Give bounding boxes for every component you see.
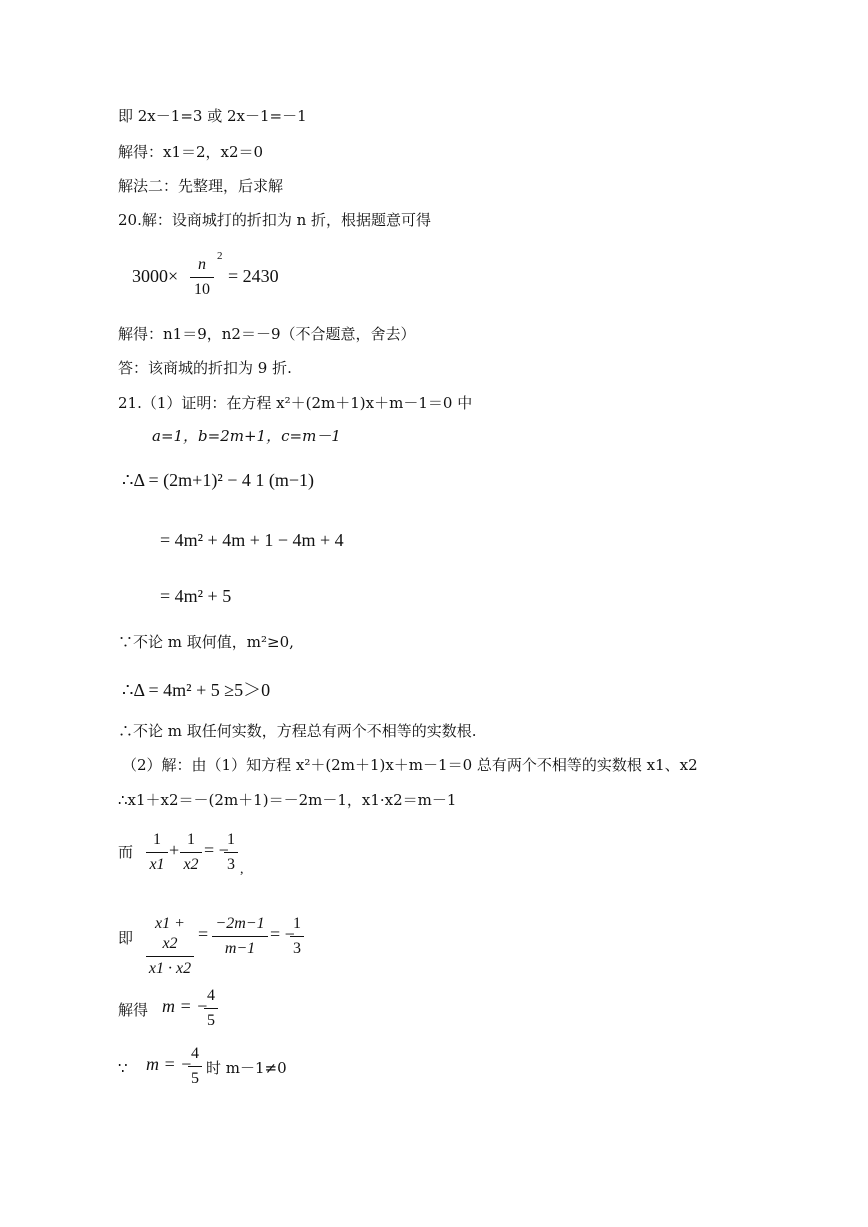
- fraction-bar: [212, 936, 268, 937]
- fraction-numerator: x1 + x2: [155, 915, 185, 952]
- delta-expansion: = 4m² + 4m + 1 − 4m + 4: [160, 530, 344, 550]
- delta-equation: ∴Δ = (2m+1)² − 4 1 (m−1): [122, 470, 315, 490]
- delta-inequality: ∴Δ = 4m² + 5 ≥5＞0: [122, 680, 271, 700]
- text-line: 答：该商城的折扣为 9 折.: [118, 359, 292, 377]
- fraction-numerator: 4: [191, 1045, 199, 1062]
- fraction-4-over-5: [204, 986, 218, 1031]
- fraction-numerator: 1: [293, 915, 301, 932]
- exponent: 2: [217, 250, 223, 262]
- text-prefix: 即: [118, 929, 134, 947]
- fraction-sum-over-product: [146, 914, 194, 979]
- equation-left: 3000×: [132, 266, 179, 286]
- fraction-m-expression: [212, 914, 268, 959]
- comma: ,: [240, 862, 244, 877]
- solution-equation: m = −: [162, 996, 209, 1016]
- text-prefix: ∵: [118, 1059, 128, 1077]
- fraction-1-over-x1: [146, 830, 168, 875]
- fraction-numerator: 4: [207, 987, 215, 1004]
- fraction-n-over-10: [190, 255, 214, 300]
- fraction-denominator: 3: [227, 856, 235, 873]
- fraction-1-over-x2: [180, 830, 202, 875]
- text-line: a=1，b=2m+1，c=m－1: [152, 427, 341, 445]
- equals-minus: = −: [204, 840, 229, 860]
- fraction-denominator: 5: [207, 1012, 215, 1029]
- delta-simplified: = 4m² + 5: [160, 586, 232, 606]
- check-equation: m = −: [146, 1054, 193, 1074]
- fraction-denominator: m−1: [224, 940, 256, 957]
- fraction-numerator: 1: [187, 831, 195, 848]
- fraction-bar: [146, 852, 168, 853]
- fraction-bar: [224, 852, 238, 853]
- text-line: 解法二：先整理，后求解: [118, 177, 284, 195]
- fraction-4-over-5: [188, 1044, 202, 1089]
- fraction-bar: [190, 277, 214, 278]
- text-line: 解得：x1＝2，x2＝0: [118, 143, 264, 161]
- fraction-bar: [180, 852, 202, 853]
- equation-right: = 2430: [228, 266, 279, 286]
- fraction-denominator: x1: [149, 856, 165, 873]
- fraction-denominator: 3: [293, 940, 301, 957]
- fraction-bar: [146, 956, 194, 957]
- fraction-denominator: 5: [191, 1070, 199, 1087]
- fraction-bar: [188, 1066, 202, 1067]
- text-line: 20.解：设商城打的折扣为 n 折，根据题意可得: [118, 211, 432, 229]
- fraction-bar: [204, 1008, 218, 1009]
- text-prefix: 解得: [118, 1001, 149, 1019]
- fraction-1-over-3: [224, 830, 238, 875]
- text-line: ∴不论 m 取任何实数，方程总有两个不相等的实数根.: [118, 722, 477, 740]
- equals-sign: =: [198, 924, 209, 944]
- text-line: ∵不论 m 取何值，m²≥0,: [118, 633, 294, 651]
- fraction-numerator: −2m−1: [215, 915, 265, 932]
- text-line: 解得：n1＝9，n2＝－9（不合题意，舍去）: [118, 325, 416, 343]
- fraction-denominator: 10: [194, 281, 210, 298]
- fraction-numerator: 1: [227, 831, 235, 848]
- equals-minus: = −: [270, 924, 295, 944]
- text-line: 21.（1）证明：在方程 x²＋(2m＋1)x＋m－1＝0 中: [118, 394, 473, 412]
- fraction-denominator: x1 · x2: [148, 960, 192, 977]
- fraction-numerator: 1: [153, 831, 161, 848]
- text-line: 即 2x－1=3 或 2x－1=－1: [118, 107, 307, 125]
- text-prefix: 而: [118, 843, 134, 861]
- text-line: （2）解：由（1）知方程 x²＋(2m＋1)x＋m－1＝0 总有两个不相等的实数根 x1、x2: [122, 756, 698, 774]
- fraction-numerator: n: [198, 256, 206, 273]
- fraction-bar: [290, 936, 304, 937]
- fraction-1-over-3: [290, 914, 304, 959]
- plus-sign: +: [169, 840, 180, 860]
- text-line: ∴x1＋x2＝－(2m＋1)＝－2m－1，x1·x2＝m－1: [118, 791, 457, 809]
- fraction-denominator: x2: [183, 856, 199, 873]
- text-line: 时 m－1≠0: [206, 1059, 287, 1077]
